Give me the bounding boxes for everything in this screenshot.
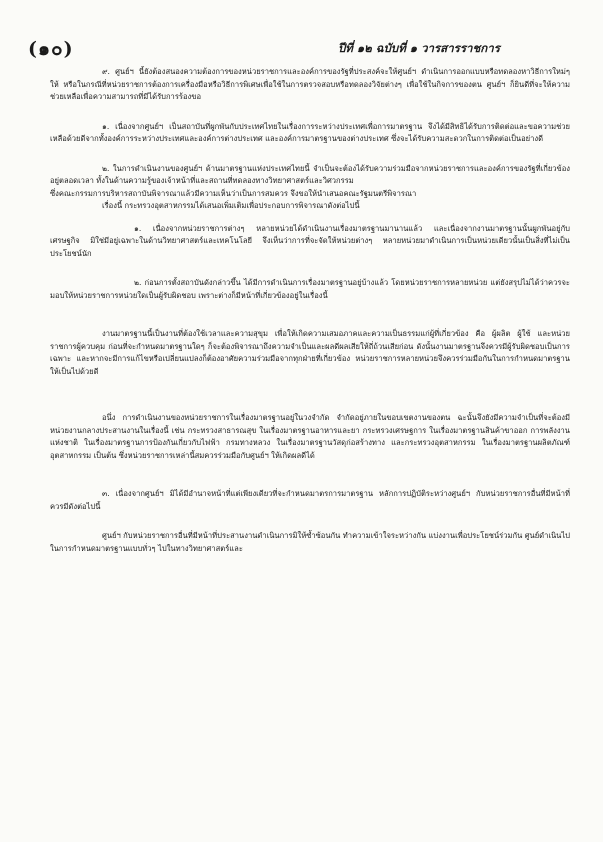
paragraph-10: ๓. เนื่องจากศูนย์ฯ มิได้มีอำนาจหน้าที่แต่เพียงเดียวที่จะกำหนดมาตรการมาตรฐาน หลักการปฏิบัติระหว่างศูนย์ฯ กับหน่วยราชการอื่นที่มีหน้าที่ ควรมีดังต่อไปนี้ xyxy=(50,489,570,511)
paragraph-7: ๒. ก่อนการตั้งสถาบันดังกล่าวขึ้น ได้มีการดำเนินการเรื่องมาตรฐานอยู่บ้างแล้ว โดยหน่วยราชการหลายหน่วย แต่ยังสรุปไม่ได้ว่าควรจะมอบให้หน่วยราชการหน่วยใดเป็นผู้รับผิดชอบ เพราะต่างก็มีหน้าที่เกี่ยวข้องอยู่ในเรื่องนี้ xyxy=(50,278,570,300)
paragraph-2: ๑. เนื่องจากศูนย์ฯ เป็นสถาบันที่ผูกพันกับประเทศไทยในเรื่องการระหว่างประเทศเพื่อการมาตรฐาน จึงได้มีสิทธิได้รับการติดต่อและขอความช่วยเหลือด้วยดีจากทั้งองค์การระหว่างประเทศและองค์การต่างประเทศ และองค์การมาตรฐานของต่างประเทศ ซึ่งจะได้รับความสะดวกในการติดต่อเป็นอย่างดี xyxy=(50,121,570,143)
paragraph-5: เรื่องนี้ กระทรวงอุตสาหกรรมได้เสนอเพิ่มเติมเพื่อประกอบการพิจารณาดังต่อไปนี้ xyxy=(102,201,360,210)
document-body xyxy=(50,66,570,555)
paragraph-9: อนึ่ง การดำเนินงานของหน่วยราชการในเรื่องมาตรฐานอยู่ในวงจำกัด จำกัดอยู่ภายในขอบเขตงานของตน ฉะนั้นจึงยังมีความจำเป็นที่จะต้องมีหน่วยงานกลางประสานงานในเรื่องนี้ เช่น กระทรวงสาธารณสุข ในเรื่องมาตรฐานอาหารและยา กระทรวงเศรษฐการ ในเรื่องมาตรฐานสินค้าขาออก การพลังงานแห่งชาติ ในเรื่องมาตรฐานการป้องกันเกี่ยวกับไฟฟ้า กรมทางหลวง ในเรื่องมาตรฐานวัสดุก่อสร้างทาง และกระทรวงอุตสาหกรรม ในเรื่องมาตรฐานผลิตภัณฑ์อุตสาหกรรม เป็นต้น ซึ่งหน่วยราชการเหล่านี้สมควรร่วมมือกับศูนย์ฯ ให้เกิดผลดีได้ xyxy=(50,413,570,460)
issue-header: ปีที่ ๑๒ ฉบับที่ ๑ วารสารราชการ xyxy=(338,41,500,55)
paragraph-4: ซึ่งคณะกรรมการบริหารสถาบันพิจารณาแล้วมีความเห็นว่าเป็นการสมควร จึงขอให้นำเสนอคณะรัฐมนตรีพิจารณา xyxy=(50,188,417,198)
paragraph-8: งานมาตรฐานนี้เป็นงานที่ต้องใช้เวลาและความสุขุม เพื่อให้เกิดความเสมอภาคและความเป็นธรรมแก่ผู้ที่เกี่ยวข้อง คือ ผู้ผลิต ผู้ใช้ และหน่วยราชการผู้ควบคุม ก่อนที่จะกำหนดมาตรฐานใดๆ ก็จะต้องพิจารณาถึงความจำเป็นและผลดีผลเสียให้ถี่ถ้วนเสียก่อน ดังนั้นงานมาตรฐานจึงควรมีผู้รับผิดชอบเป็นการเฉพาะ และหากจะมีการแก้ไขหรือเปลี่ยนแปลงก็ต้องอาศัยความร่วมมือจากทุกฝ่ายที่เกี่ยวข้อง หน่วยราชการหลายหน่วยจึงควรร่วมมือกันในการกำหนดมาตรฐานให้เป็นไปด้วยดี xyxy=(50,329,570,376)
paragraph-1: ๙. ศูนย์ฯ นี้ยังต้องสนองความต้องการของหน่วยราชการและองค์การของรัฐที่ประสงค์จะให้ศูนย์ฯ ดำเนินการออกแบบหรือทดลองหาวิธีการใหม่ๆ ให้ หรือในกรณีที่หน่วยราชการต้องการเครื่องมือหรือวิธีการพิเศษเพื่อใช้ในการตรวจสอบหรือทดลองวิจัยต่างๆ เพื่อใช้ในกิจการของตน ศูนย์ฯ ก็ยินดีที่จะให้ความช่วยเหลือเพื่อความสามารถที่มีได้รับการร้องขอ xyxy=(50,67,570,101)
page-number: (๑๐) xyxy=(28,38,74,60)
paragraph-11: ศูนย์ฯ กับหน่วยราชการอื่นที่มีหน้าที่ประสานงานดำเนินการมิให้ซ้ำซ้อนกัน ทำความเข้าใจระหว่างกัน แบ่งงานเพื่อประโยชน์ร่วมกัน ศูนย์ดำเนินไปในการกำหนดมาตรฐานแบบทั่วๆ ไปในทางวิทยาศาสตร์และ xyxy=(50,531,570,553)
paragraph-6: ๑. เนื่องจากหน่วยราชการต่างๆ หลายหน่วยได้ดำเนินงานเรื่องมาตรฐานมานานแล้ว และเนื่องจากงานมาตรฐานนั้นผูกพันอยู่กับเศรษฐกิจ มิใช่มีอยู่เฉพาะในด้านวิทยาศาสตร์และเทคโนโลยี จึงเห็นว่าการที่จะจัดให้หน่วยต่างๆ หลายหน่วยมาดำเนินการเป็นหน่วยเดียวนั้นเป็นสิ่งที่ไม่เป็นประโยชน์นัก xyxy=(50,223,570,258)
paragraph-3: ๒. ในการดำเนินงานของศูนย์ฯ ด้านมาตรฐานแห่งประเทศไทยนี้ จำเป็นจะต้องได้รับความร่วมมือจากหน่วยราชการและองค์การของรัฐที่เกี่ยวข้องอยู่ตลอดเวลา ทั้งในด้านความรู้ของเจ้าหน้าที่และสถานที่ทดลองทางวิทยาศาสตร์และวิศวกรรม xyxy=(50,163,570,185)
